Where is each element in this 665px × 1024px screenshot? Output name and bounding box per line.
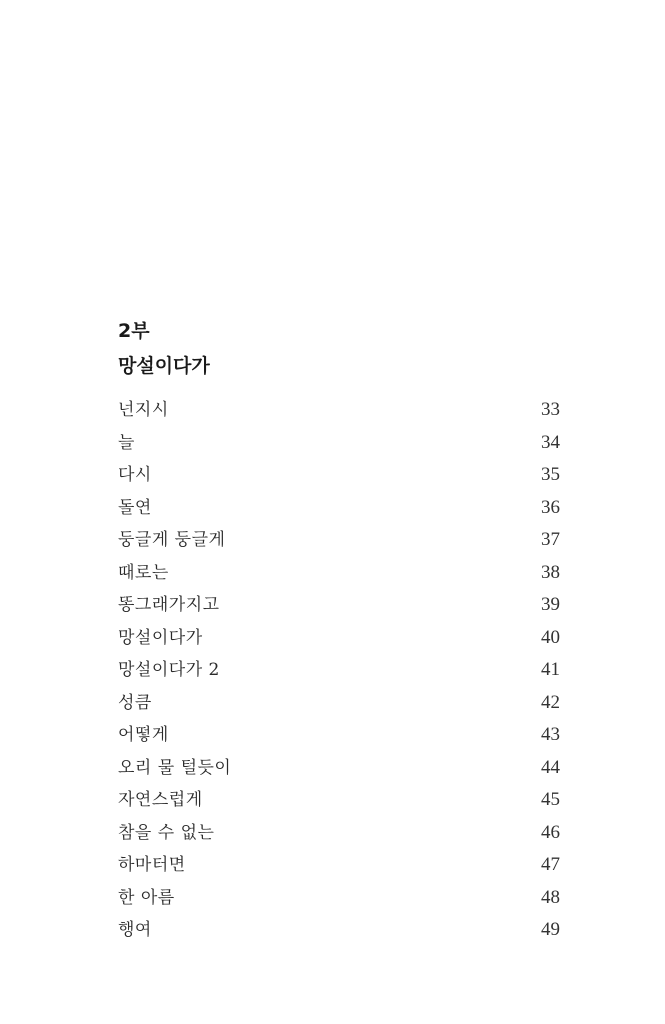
toc-entry — [118, 525, 560, 558]
toc-entry-title: 어떻게 — [118, 725, 169, 745]
part-heading — [118, 318, 210, 379]
toc-entry-title: 때로는 — [118, 562, 169, 583]
toc-entry-page: 45 — [541, 789, 560, 810]
toc-entry-title: 똥그래가지고 — [118, 595, 220, 615]
toc-entry-page: 39 — [541, 594, 560, 615]
toc-entry-title: 돌연 — [118, 497, 152, 518]
toc-entry — [118, 850, 560, 883]
toc-entry-page: 33 — [541, 399, 560, 420]
toc-entry-page: 49 — [541, 919, 560, 940]
toc-entry-page: 48 — [541, 886, 560, 908]
toc-entry — [118, 558, 560, 591]
toc-entry — [118, 688, 560, 721]
toc-entry-title: 망설이다가 — [118, 627, 203, 648]
table-of-contents — [118, 395, 560, 948]
toc-entry-title: 한 아름 — [118, 887, 175, 908]
toc-entry-page: 47 — [541, 854, 560, 875]
toc-entry-page: 35 — [541, 464, 560, 485]
toc-entry-page: 34 — [541, 431, 560, 453]
toc-entry-title: 망설이다가 2 — [118, 660, 220, 680]
toc-entry-page: 46 — [541, 821, 560, 843]
toc-entry — [118, 818, 560, 851]
toc-entry-page: 42 — [541, 691, 560, 713]
toc-entry — [118, 623, 560, 656]
toc-entry-title: 하마터면 — [118, 855, 186, 875]
part-number: 2부 — [118, 320, 150, 342]
toc-entry-title: 참을 수 없는 — [118, 822, 215, 843]
toc-entry — [118, 720, 560, 753]
toc-entry-title: 늘 — [118, 432, 135, 453]
toc-entry-page: 43 — [541, 724, 560, 745]
toc-entry — [118, 655, 560, 688]
toc-entry-page: 41 — [541, 659, 560, 680]
toc-entry — [118, 915, 560, 948]
toc-entry-page: 44 — [541, 756, 560, 778]
toc-entry — [118, 883, 560, 916]
toc-entry-title: 오리 물 털듯이 — [118, 757, 232, 778]
toc-entry — [118, 460, 560, 493]
part-title: 망설이다가 — [118, 355, 210, 377]
toc-entry — [118, 493, 560, 526]
toc-entry-title: 다시 — [118, 465, 152, 485]
toc-entry-page: 36 — [541, 496, 560, 518]
toc-entry — [118, 753, 560, 786]
toc-entry — [118, 428, 560, 461]
toc-entry-page: 38 — [541, 561, 560, 583]
toc-entry-title: 행여 — [118, 920, 152, 940]
toc-entry-page: 40 — [541, 626, 560, 648]
toc-entry-title: 넌지시 — [118, 400, 169, 420]
toc-entry-page: 37 — [541, 529, 560, 550]
toc-entry — [118, 590, 560, 623]
toc-entry-title: 둥글게 둥글게 — [118, 530, 226, 550]
toc-entry — [118, 395, 560, 428]
toc-entry-title: 성큼 — [118, 692, 152, 713]
toc-entry-title: 자연스럽게 — [118, 790, 203, 810]
toc-entry — [118, 785, 560, 818]
